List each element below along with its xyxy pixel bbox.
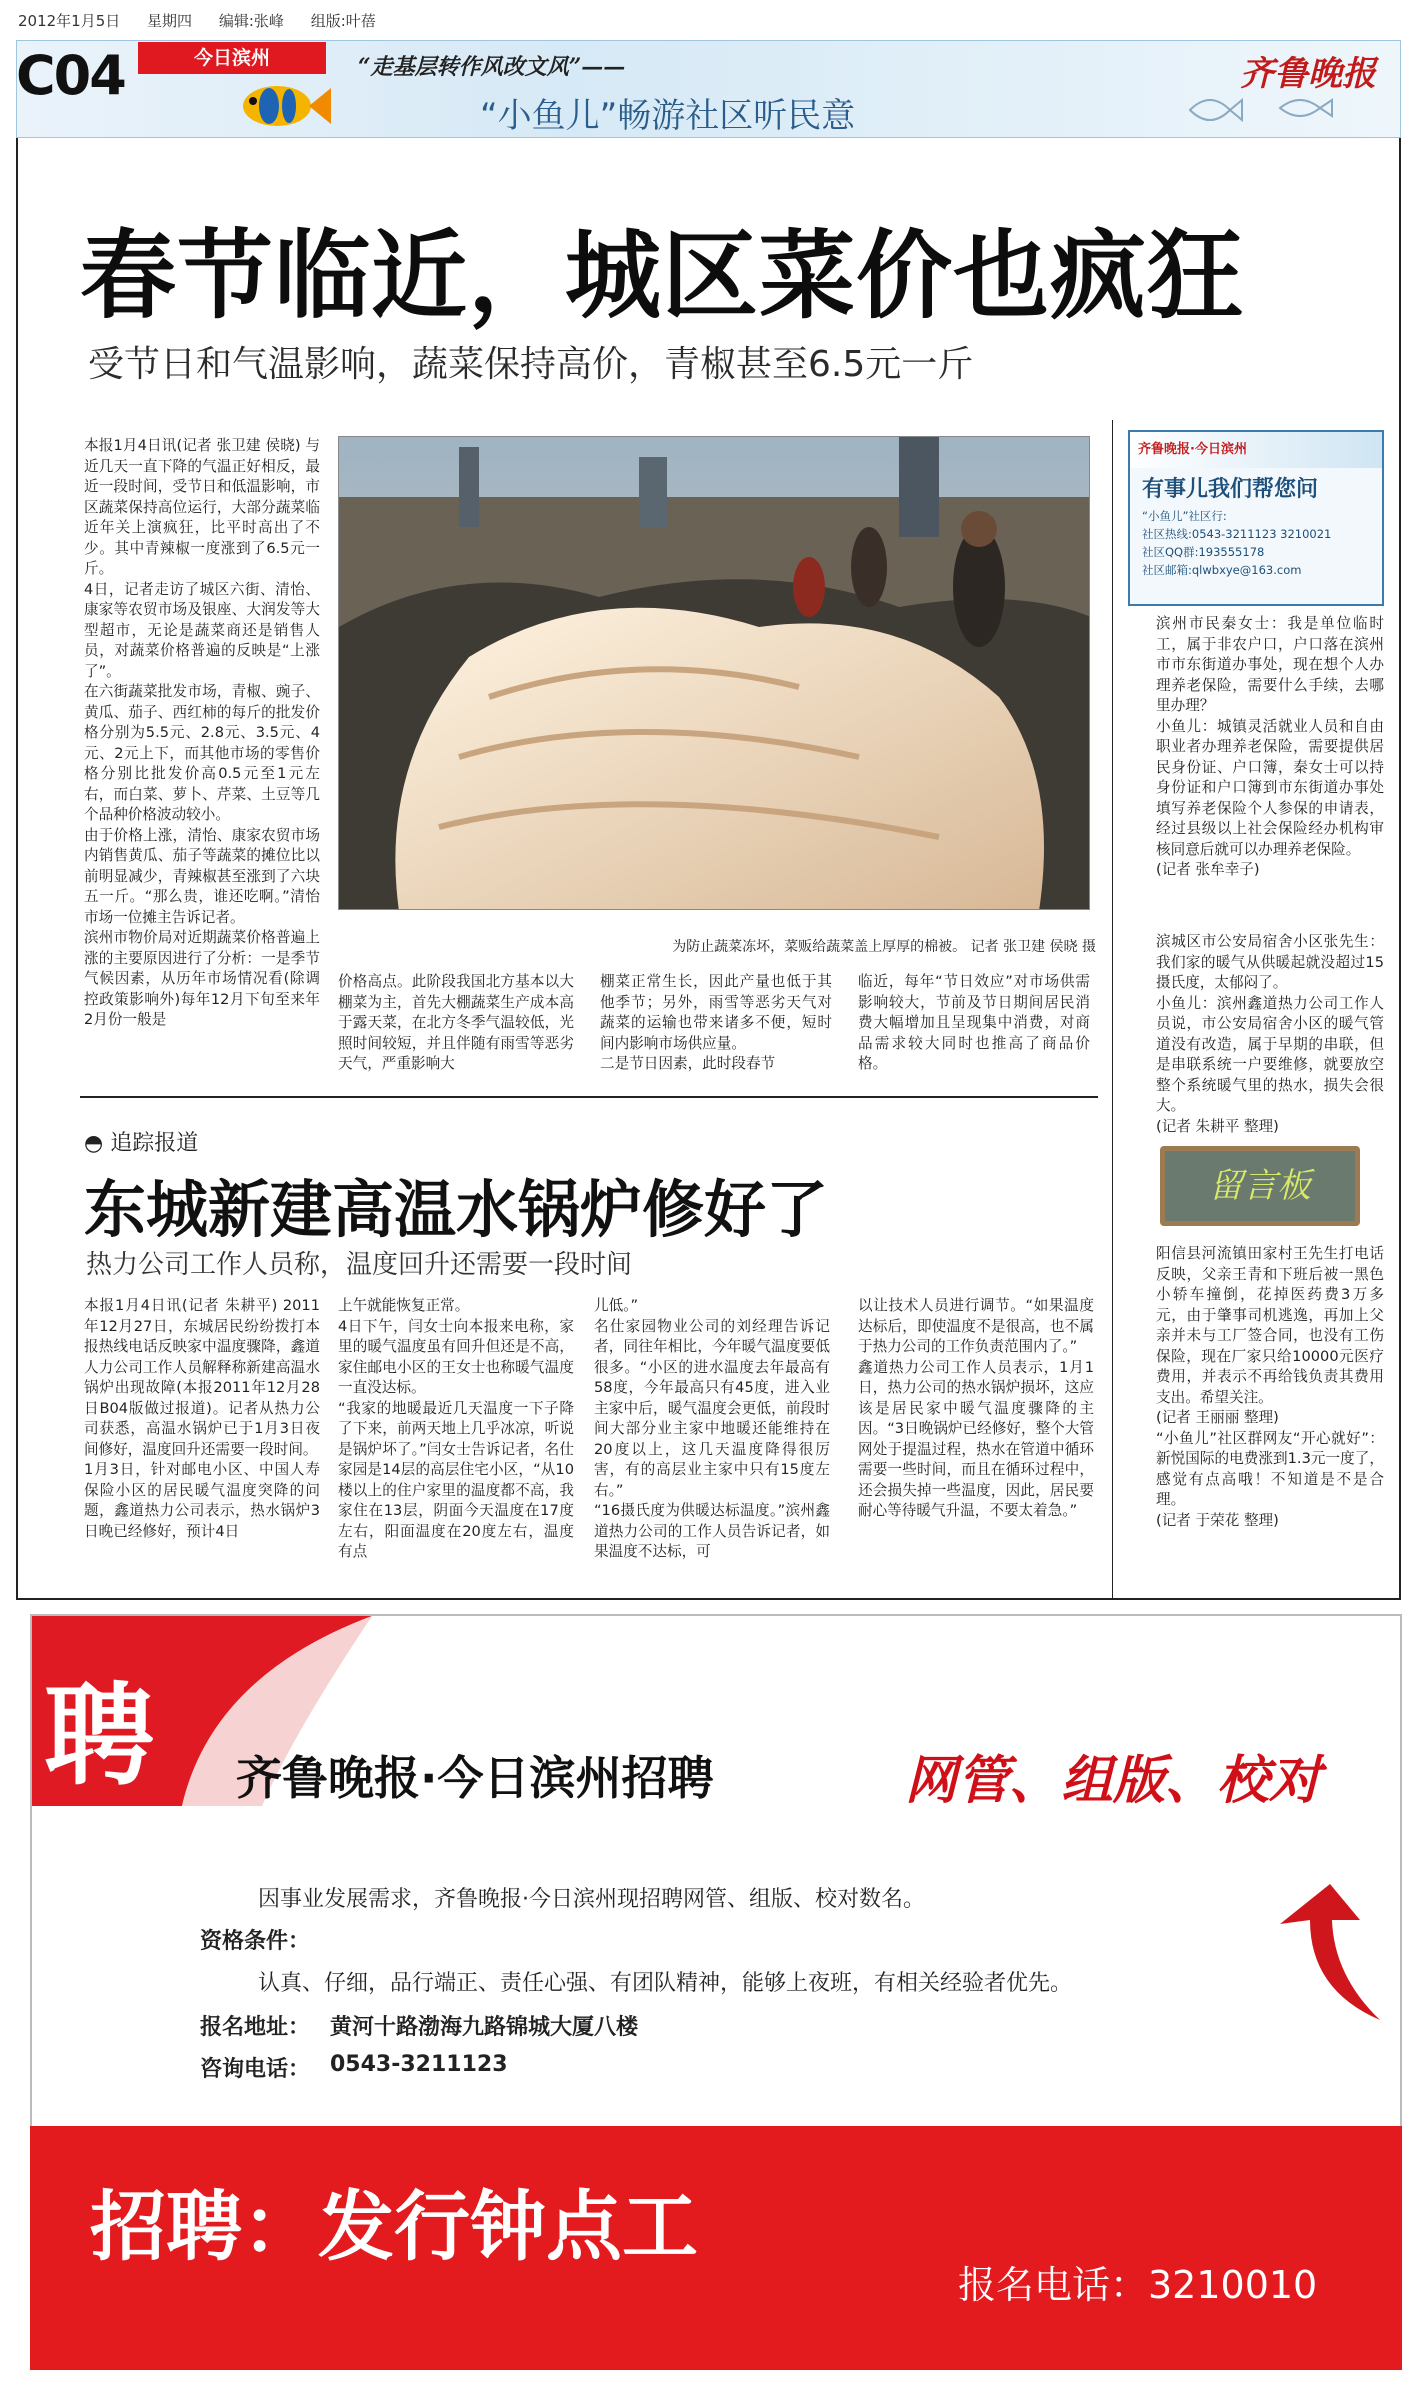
sidebar-divider [1112, 420, 1113, 1600]
follow-up-label: 追踪报道 [110, 1131, 199, 1156]
photo-caption: 为防止蔬菜冻坏，菜贩给蔬菜盖上厚厚的棉被。 记者 张卫建 侯晓 摄 [672, 939, 1096, 955]
second-subhead: 热力公司工作人员称，温度回升还需要一段时间 [86, 1250, 633, 1280]
ad-address: 黄河十路渤海九路锦城大厦八楼 [330, 2015, 639, 2040]
message-board-label: 留言板 [1209, 1166, 1311, 1206]
ad-phone-label: 咨询电话： [200, 2057, 311, 2082]
lead-column-2: 价格高点。此阶段我国北方基本以大棚菜为主，首先大棚蔬菜生产成本高于露天菜，在北方冬季气温较低，光照时间较短，并且伴随有雨雪等恶劣天气，严重影响大 [338, 973, 574, 1072]
box-hotline: 社区热线:0543-3211123 3210021 [1142, 527, 1332, 541]
box-email: 社区邮箱:qlwbxye@163.com [1142, 563, 1302, 577]
slogan-main: “小鱼儿”畅游社区听民意 [480, 96, 856, 136]
lead-column-1: 本报1月4日讯(记者 张卫建 侯晓) 与近几天一直下降的气温正好相反，最近一段时间，受节日和低温影响，市区蔬菜保持高位运行，大部分蔬菜临近年关上演疯狂，比平时高出了不少。其中青辣椒一度涨到了6.5元一斤。 4日，记者走访了城区六街、清怡、康家等农贸市场及银座、大润发等大型超市，无论是蔬菜商还是销售人员，对蔬菜价格普遍的反映是“上涨了”。 在六街蔬菜批发市场，青椒、豌子、黄瓜、茄子、西红柿的每斤的批发价格分别为5.5元、2.8元、3.5元、4元、2元上下，而其他市场的零售价格分别比批发价高0.5元至1元左右，而白菜、萝卜、芹菜、土豆等几个品种价格波动较小。 由于价格上涨，清怡、康家农贸市场内销售黄瓜、茄子等蔬菜的摊位比以前明显减少，青辣椒甚至涨到了六块五一斤。“那么贵，谁还吃啊。”清怡市场一位摊主告诉记者。 滨州市物价局对近期蔬菜价格普遍上涨的主要原因进行了分析：一是季节气候因素，从历年市场情况看(除调控政策影响外)每年12月下旬至来年2月份一般是 [84, 437, 320, 1028]
editor: 编辑:张峰 [218, 12, 284, 30]
ad-bar-phone: 报名电话：3210010 [958, 2263, 1318, 2307]
second-headline: 东城新建高温水锅炉修好了 [84, 1173, 829, 1246]
follow-up-tag: ◓ 追踪报道 [84, 1131, 199, 1156]
second-column-4: 以让技术人员进行调节。“如果温度达标后，即使温度不是很高，也不属于热力公司的工作负责范围内了。” 鑫道热力公司工作人员表示，1月1日，热力公司的热水锅炉损坏，这应该是居民家中暖气温度骤降的主因。“3日晚锅炉已经修好，整个大管网处于提温过程，热水在管道中循环需要一些时间，而且在循环过程中，还会损失掉一些温度，因此，居民要耐心等待暖气升温，不要太着急。” [858, 1297, 1094, 1519]
ad-big-character: 聘 [44, 1671, 154, 1800]
box-line: “小鱼儿”社区行: [1142, 509, 1227, 523]
weekday: 星期四 [147, 12, 193, 30]
ad-req-label: 资格条件： [200, 1929, 311, 1954]
second-column-3: 儿低。” 名仕家园物业公司的刘经理告诉记者，同往年相比，今年暖气温度要低很多。“小区的进水温度去年最高有58度，今年最高只有45度，进入业主家中后，暖气温度会更低，前段时间大部分业主家中地暖还能维持在20度以上，这几天温度降得很厉害，有的高层业主家中只有15度左右。” “16摄氏度为供暖达标温度。”滨州鑫道热力公司的工作人员告诉记者，如果温度不达标，可 [594, 1297, 830, 1560]
message-board-sign [1160, 1146, 1360, 1226]
sidebar-qa-2: 滨城区市公安局宿舍小区张先生：我们家的暖气从供暖起就没超过15摄氏度，太郁闷了。 小鱼儿：滨州鑫道热力公司工作人员说，市公安局宿舍小区的暖气管道没有改造，属于早期的串联，但是串联系统一户要维修，就要放空整个系统暖气里的热水，损失会很大。 (记者 朱耕平 整理) [1156, 933, 1384, 1135]
lead-subhead: 受节日和气温影响，蔬菜保持高价，青椒甚至6.5元一斤 [88, 344, 974, 385]
sidebar-qa-3: 阳信县河流镇田家村王先生打电话反映，父亲王青和下班后被一黑色小轿车撞倒，花掉医药费3万多元，由于肇事司机逃逸，再加上父亲并未与工厂签合同，也没有工伤保险，现在厂家只给10000元医疗费用，并表示不再给钱负责其费用支出。希望关注。 (记者 王丽丽 整理) “小鱼儿”社区群网友“开心就好”：新悦国际的电费涨到1.3元一度了，感觉有点高哦！不知道是不是合理。 (记者 于荣花 整理) [1156, 1245, 1384, 1529]
ad-bar-headline: 招聘：发行钟点工 [90, 2182, 698, 2271]
layout-editor: 组版:叶蓓 [310, 12, 376, 30]
newspaper-logo: 齐鲁晚报 [1240, 54, 1376, 94]
section-tab: 今日滨州 [138, 42, 326, 74]
fish-icon [225, 74, 335, 134]
ad-phone: 0543-3211123 [330, 2052, 508, 2077]
ad-address-label: 报名地址： [200, 2015, 311, 2040]
red-arrow-icon [1270, 1880, 1390, 2030]
box-title: 有事儿我们帮您问 [1142, 476, 1319, 502]
second-column-2: 上午就能恢复正常。 4日下午，闫女士向本报来电称，家里的暖气温度虽有回升但还是不高，家住邮电小区的王女士也称暖气温度一直没达标。 “我家的地暖最近几天温度一下子降了下来，前两天地上几乎冰凉，听说是锅炉坏了。”闫女士告诉记者，名仕家园是14层的高层住宅小区，“从10楼以上的住户家里的温度都不高，我家住在13层，阴面今天温度在17度左右，阳面温度在20度左右，温度有点 [338, 1297, 574, 1560]
sidebar-qa-1: 滨州市民秦女士：我是单位临时工，属于非农户口，户口落在滨州市市东街道办事处，现在想个人办理养老保险，需要什么手续，去哪里办理？ 小鱼儿：城镇灵活就业人员和自由职业者办理养老保险，需要提供居民身份证、户口簿，秦女士可以持身份证和户口簿到市东街道办事处填写养老保险个人参保的申请表，经过县级以上社会保险经办机构审核同意后就可以办理养老保险。 (记者 张牟幸子) [1156, 615, 1384, 878]
ad-requirements: 认真、仔细，品行端正、责任心强、有团队精神，能够上夜班，有相关经验者优先。 [258, 1971, 1073, 1996]
box-qq: 社区QQ群:193555178 [1142, 545, 1265, 559]
lead-headline: 春节临近，城区菜价也疯狂 [80, 220, 1244, 332]
ad-title: 齐鲁晚报·今日滨州招聘 [236, 1751, 714, 1805]
fish-sketch-icon [1170, 80, 1370, 136]
second-column-1: 本报1月4日讯(记者 朱耕平) 2011年12月27日，东城居民纷纷拨打本报热线电话反映家中温度骤降，鑫道人力公司工作人员解释称新建高温水锅炉出现故障(本报2011年12月28日B04版做过报道)。记者从热力公司获悉，高温水锅炉已于1月3日夜间修好，温度回升还需要一段时间。 1月3日，针对邮电小区、中国人寿保险小区的居民暖气温度突降的问题，鑫道热力公司表示，热水锅炉3日晚已经修好，预计4日 [84, 1297, 320, 1540]
date: 2012年1月5日 [18, 12, 121, 30]
ad-job-list: 网管、组版、校对 [905, 1750, 1322, 1811]
lead-column-4: 临近，每年“节日效应”对市场供需影响较大，节前及节日期间居民消费大幅增加且呈现集中消费，对商品需求较大同时也推高了商品价格。 [858, 973, 1090, 1072]
community-contact-box [1128, 430, 1384, 606]
slogan-top: “走基层转作风改文风”—— [358, 54, 626, 80]
ad-intro: 因事业发展需求，齐鲁晚报·今日滨州现招聘网管、组版、校对数名。 [258, 1887, 925, 1912]
lead-column-3: 棚菜正常生长，因此产量也低于其他季节；另外，雨雪等恶劣天气对蔬菜的运输也带来诸多不便，短时间内影响市场供应量。 二是节日因素，此时段春节 [600, 973, 832, 1072]
box-masthead: 齐鲁晚报·今日滨州 [1130, 432, 1382, 468]
dateline [0, 0, 1417, 40]
page-number: C04 [16, 44, 125, 107]
market-photo-image [339, 437, 1090, 910]
market-photo [338, 436, 1090, 910]
section-divider [80, 1096, 1098, 1098]
